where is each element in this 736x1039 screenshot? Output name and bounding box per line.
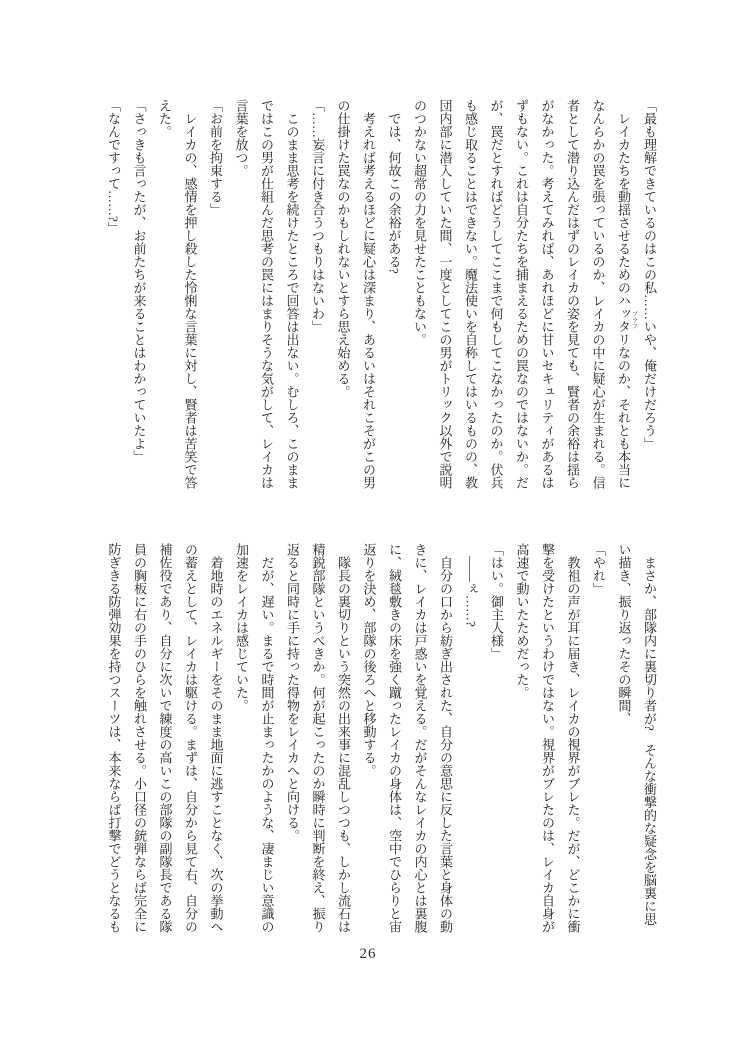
paragraph: レイカの、感情を押し殺した怜悧な言葉に対し、賢者は苦笑で答えた。 [157,99,198,489]
paragraph: 「……妄言に付き合うつもりはないわ」 [310,99,325,333]
paragraph: 「さっきも言ったが、お前たちが来ることはわかっていたよ」 [131,99,147,463]
paragraph: ――ぇ……? [463,556,479,627]
lower-text-block [101,543,662,935]
ruby-annotated-word: ハッタリ ブラフ [616,294,637,346]
paragraph: だが、遅い。まるで時間が止まったかのような、凄まじい意識の加速をレイカは感じていた。 [234,543,275,933]
paragraph: 考えれば考えるほどに疑心は深まり、あるいはそれこそがこの男の仕掛けた罠なのかもしれないとすら思え始める。 [335,99,376,489]
furigana: ブラフ [630,294,637,346]
paragraph: 「はい。御主人様」 [489,543,504,660]
paragraph: 「なんですって……?」 [106,99,121,235]
paragraph: レイカたちを動揺させるためのハッタリ ブラフなのか、それとも本当になんらかの罠を張っているのか、レイカの中に疑心が生まれる。信者として潜り込んだはずのレイカの姿を見ても、賢者の余裕は揺らがなかった。考えてみれば、あれほどに甘いセキュリティがあるはずもない。これは自分たちを捕まえるための罠なのではないか。だが、罠だとすればどうしてここまで何もしてこなかったのか。伏兵も感じ取ることはできない。魔法使いを自称してはいるものの、教団内部に潜入していた間、一度としてこの男がトリック以外で説明のつかない超常の力を見せたこともない。 [412,99,637,489]
paragraph: まさか、部隊内に裏切り者が? そんな衝撃的な疑念を脳裏に思い描き、振り返ったその瞬間、 [616,543,657,926]
paragraph: このまま思考を続けたところで回答は出ない。むしろ、このままではこの男が仕組んだ思考の罠にはまりそうな気がして、レイカは言葉を放つ。 [233,99,300,489]
paragraph: 自分の口から紡ぎ出された、自分の意思に反した言葉と身体の動きに、レイカは戸惑いを覚える。だがそんなレイカの内心とは裏腹に、絨毯敷きの床を強く蹴ったレイカの身体は、空中でひらりと宙返りを決め、部隊の後ろへと移動する。 [361,543,453,933]
paragraph: 着地時のエネルギーをそのまま地面に逃すことなく、次の挙動への蓄えとして、レイカは駆ける。まずは、自分から見て右、自分の補佐役であり、自分に次いで練度の高いこの部隊の副隊長である隊員の胸板に右の手のひらを触れさせる。小口径の銃弾ならば完全に防ぎきる防弾効果を持つスーツは、本来ならば打撃でどうとなるも [106,543,224,933]
paragraph: 教祖の声が耳に届き、レイカの視界がブレた。だが、どこかに衝撃を受けたというわけではない。視界がブレたのは、レイカ自身が高速で動いたためだった。 [514,543,581,933]
paragraph: 隊長の裏切りという突然の出来事に混乱しつつも、しかし流石は精鋭部隊というべきか。何が起こったのか瞬時に判断を終え、振り返ると同時に手に持った得物をレイカへと向ける。 [285,543,351,933]
paragraph: 「お前を拘束する」 [208,99,223,216]
paragraph: 「やれ」 [591,543,606,595]
paragraph: では、何故この余裕がある? [386,112,402,274]
upper-text-block [101,99,663,491]
paragraph: 「最も理解できているのはこの私……いや、俺だけだろう」 [642,99,657,450]
page-number: 26 [359,946,377,962]
